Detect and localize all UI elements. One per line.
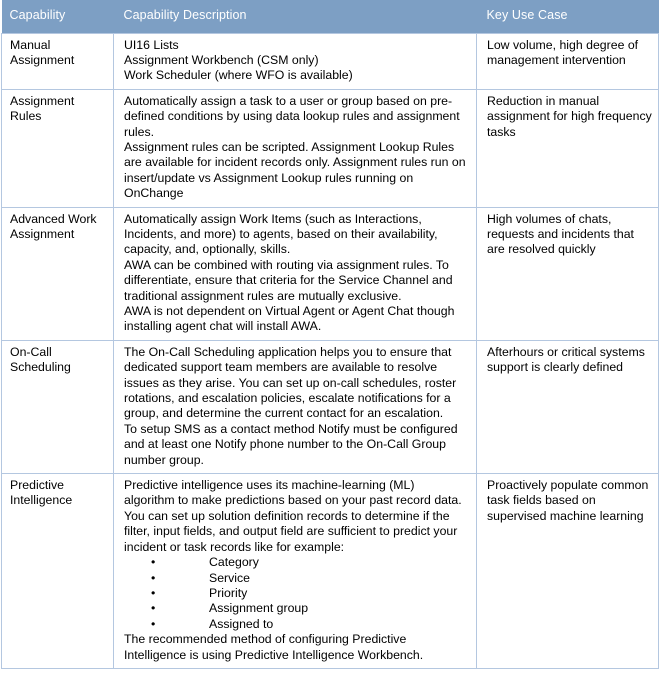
column-header-capability: Capability bbox=[9, 8, 66, 23]
bullet-label: Assigned to bbox=[209, 616, 274, 631]
description-paragraph: AWA is not dependent on Virtual Agent or Agent Chat though installing agent chat will install AWA. bbox=[124, 304, 455, 334]
description-paragraph: Automatically assign Work Items (such as Interactions, Incidents, and more) to agents, based on their availability, capacity, and, optionally, skills. bbox=[124, 211, 438, 257]
table-body bbox=[2, 33, 659, 668]
description-paragraph: Predictive intelligence uses its machine-learning (ML) algorithm to make predictions based on your past record data. You can set up solution definition records to determine if the filter, input fields, and output field are sufficient to predict your incident or task records like for example: bbox=[124, 478, 462, 554]
description-paragraph: The recommended method of configuring Predictive Intelligence is using Predictive Intelligence Workbench. bbox=[124, 632, 424, 662]
cell-key-use-case: Reduction in manual assignment for high frequency tasks bbox=[477, 89, 659, 207]
bullet-label: Assignment group bbox=[209, 601, 309, 616]
cell-key-use-case: Low volume, high degree of management intervention bbox=[477, 33, 659, 89]
list-item bbox=[124, 571, 468, 586]
cell-capability-description bbox=[114, 340, 477, 473]
description-paragraph: Assignment Workbench (CSM only) bbox=[124, 52, 319, 67]
bullet-label: Priority bbox=[209, 585, 248, 600]
list-item bbox=[124, 555, 468, 570]
cell-key-use-case: High volumes of chats, requests and incidents that are resolved quickly bbox=[477, 207, 659, 340]
description-paragraph: UI16 Lists bbox=[124, 37, 179, 52]
description-paragraph: The On-Call Scheduling application helps you to ensure that dedicated support team members are available to resolve issues as they arise. You can set up on-call schedules, roster rotations, and escalation policies, escalate notifications for a group, and determine the current contact for an escalation. bbox=[124, 344, 457, 421]
cell-capability: On-Call Scheduling bbox=[2, 340, 114, 473]
cell-capability: Manual Assignment bbox=[2, 33, 114, 89]
list-item bbox=[124, 586, 468, 601]
cell-capability-description bbox=[114, 474, 477, 669]
description-paragraph: Automatically assign a task to a user or group based on pre-defined conditions by using data lookup rules and assignment rules. bbox=[124, 93, 460, 139]
table-row bbox=[2, 340, 659, 473]
description-paragraph: Assignment rules can be scripted. Assignment Lookup Rules are available for incident records only. Assignment rules run on insert/update vs Assignment Lookup rules running on OnChange bbox=[124, 139, 466, 201]
description-paragraph: AWA can be combined with routing via assignment rules. To differentiate, ensure that criteria for the Service Channel and traditional assignment rules are mutually exclusive. bbox=[124, 257, 453, 303]
cell-capability-description bbox=[114, 33, 477, 89]
bullet-dot-icon: • bbox=[151, 555, 156, 570]
bullet-label: Category bbox=[209, 555, 259, 570]
table-row bbox=[2, 33, 659, 89]
table-row bbox=[2, 207, 659, 340]
table-header bbox=[2, 0, 659, 33]
description-paragraph: Work Scheduler (where WFO is available) bbox=[124, 68, 353, 83]
cell-capability: Predictive Intelligence bbox=[2, 474, 114, 669]
list-item bbox=[124, 617, 468, 632]
column-header-key-use-case: Key Use Case bbox=[486, 8, 568, 23]
cell-capability: Advanced Work Assignment bbox=[2, 207, 114, 340]
cell-capability-description bbox=[114, 207, 477, 340]
capability-comparison-table bbox=[1, 0, 659, 669]
table-row bbox=[2, 89, 659, 207]
cell-key-use-case: Afterhours or critical systems support is clearly defined bbox=[477, 340, 659, 473]
description-bullet-list bbox=[124, 555, 468, 632]
bullet-dot-icon: • bbox=[151, 585, 156, 600]
table-row bbox=[2, 474, 659, 669]
bullet-dot-icon: • bbox=[151, 616, 156, 631]
column-header-capability-description: Capability Description bbox=[123, 8, 247, 23]
table-header-row bbox=[2, 0, 659, 33]
cell-capability-description bbox=[114, 89, 477, 207]
list-item bbox=[124, 601, 468, 616]
bullet-label: Service bbox=[209, 570, 251, 585]
cell-key-use-case: Proactively populate common task fields based on supervised machine learning bbox=[477, 474, 659, 669]
cell-capability: Assignment Rules bbox=[2, 89, 114, 207]
bullet-dot-icon: • bbox=[151, 570, 156, 585]
description-paragraph: To setup SMS as a contact method Notify must be configured and at least one Notify phone number to the On-Call Group number group. bbox=[124, 421, 458, 467]
bullet-dot-icon: • bbox=[151, 601, 156, 616]
